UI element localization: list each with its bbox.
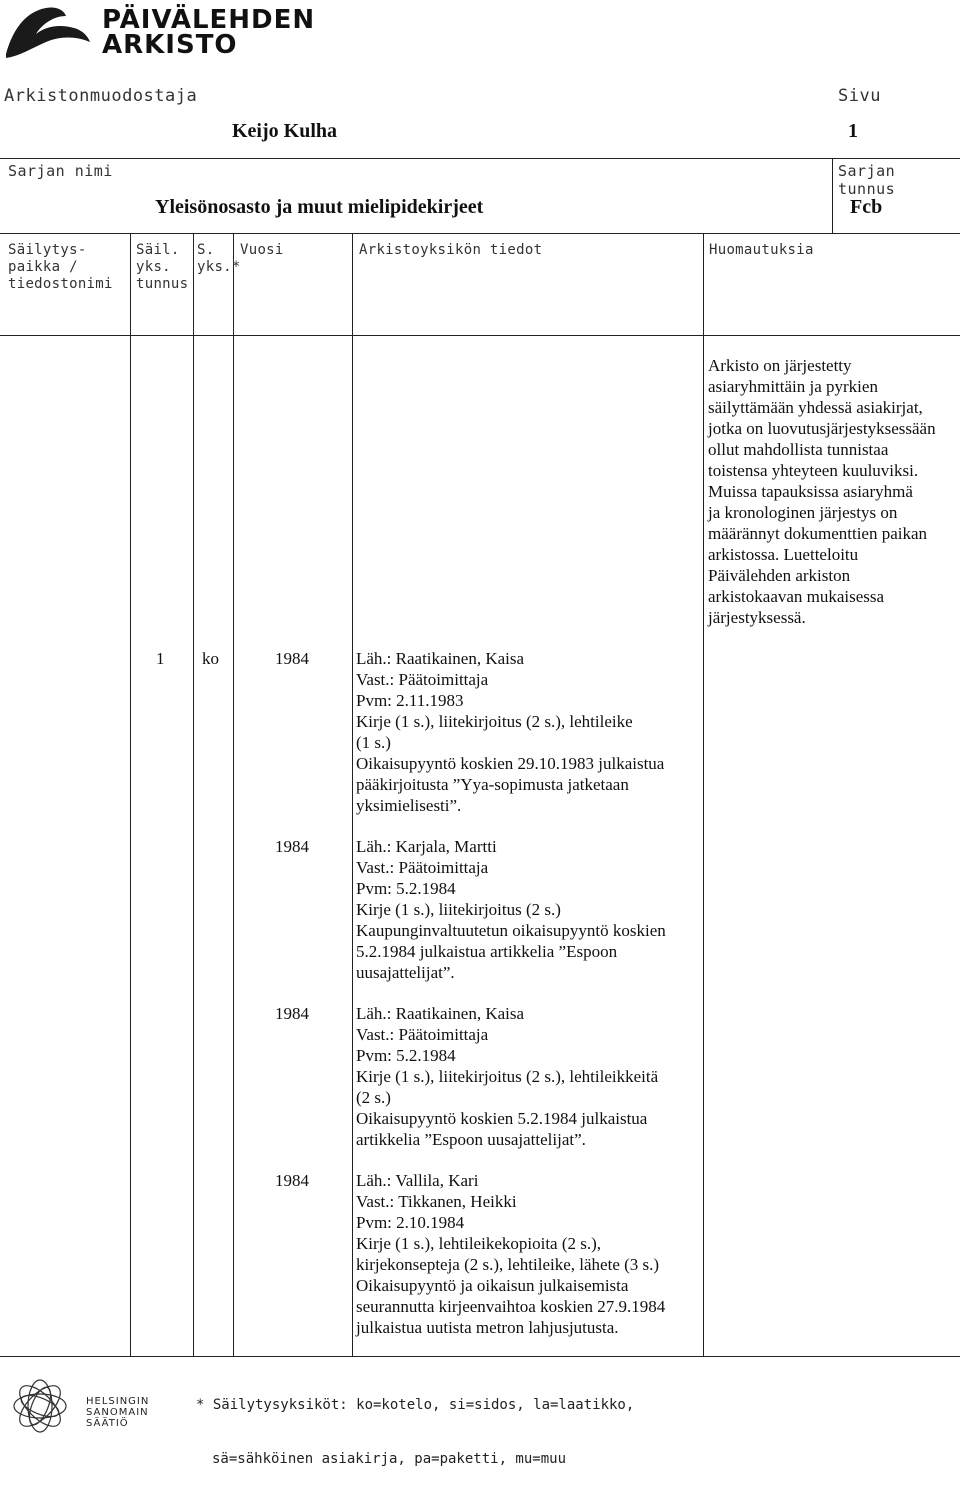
brand-logo xyxy=(2,2,316,60)
series-code-value: Fcb xyxy=(850,196,883,218)
col-divider-3 xyxy=(233,233,234,1357)
foundation-line-1: HELSINGIN xyxy=(86,1396,150,1407)
entry-year: 1984 xyxy=(275,649,309,668)
brand-line-1: PÄIVÄLEHDEN xyxy=(102,5,316,35)
entry-details: Läh.: Raatikainen, Kaisa Vast.: Päätoimittaja Pvm: 5.2.1984 Kirje (1 s.), liitekirjoitus (2 s.), lehtileikkeitä (2 s.) Oikaisupyyntö koskien 5.2.1984 julkaistua artikkelia ”Espoon uusajattelijat”. xyxy=(356,1004,659,1149)
header-rule-1 xyxy=(0,158,960,159)
col-divider-4 xyxy=(352,233,353,1357)
col-header-storage: Säilytys- paikka / tiedostonimi xyxy=(8,242,113,292)
col-header-unit-id: Säil. yks. tunnus xyxy=(136,242,189,292)
series-name-label: Sarjan nimi xyxy=(8,162,113,180)
entry-details: Läh.: Karjala, Martti Vast.: Päätoimittaja Pvm: 5.2.1984 Kirje (1 s.), liitekirjoitus (2 s.) Kaupunginvaltuutetun oikaisupyyntö koskien 5.2.1984 julkaistua artikkelia ”Espoon uusajattelijat”. xyxy=(356,837,666,982)
brand-mark-icon xyxy=(2,2,94,60)
col-header-unit-type: S. yks.* xyxy=(197,242,241,275)
brand-line-2: ARKISTO xyxy=(102,30,238,60)
col-divider-5 xyxy=(703,233,704,1357)
foundation-mark-icon xyxy=(8,1374,72,1438)
col-divider-1 xyxy=(130,233,131,1357)
col-header-year: Vuosi xyxy=(240,242,284,258)
entry-year: 1984 xyxy=(275,1171,309,1190)
entry-details: Läh.: Vallila, Kari Vast.: Tikkanen, Heikki Pvm: 2.10.1984 Kirje (1 s.), lehtileikekopioita (2 s.), kirjekonsepteja (2 s.), lehtileike, lähete (3 s.) Oikaisupyyntö ja oikaisun julkaisemista seurannutta kirjeenvaihtoa koskien 27.9.1984 julkaistua uutista metron lahjusjutusta. xyxy=(356,1171,666,1337)
foundation-logo xyxy=(8,1372,158,1444)
page-value: 1 xyxy=(848,120,858,142)
page-label: Sivu xyxy=(838,86,881,106)
series-code-label: Sarjan tunnus xyxy=(838,162,896,198)
col-header-details: Arkistoyksikön tiedot xyxy=(359,242,543,258)
footnote: * Säilytysyksiköt: ko=kotelo, si=sidos, la=laatikko, sä=sähköinen asiakirja, pa=paketti, mu=muu xyxy=(196,1397,635,1467)
entry-unit-id: 1 xyxy=(156,649,165,668)
col-divider-2 xyxy=(193,233,194,1357)
header-rule-3 xyxy=(0,335,960,336)
entry-year: 1984 xyxy=(275,1004,309,1023)
remarks-text: Arkisto on järjestetty asiaryhmittäin ja pyrkien säilyttämään yhdessä asiakirjat, jotka on luovutusjärjestyksessään ollut mahdollista tunnistaa toistensa yhteyteen kuuluviksi. Muissa tapauksissa asiaryhmä ja kronologinen järjestys on määrännyt dokumenttien paikan arkistossa. Luetteloitu Päivälehden arkiston arkistokaavan mukaisessa järjestyksessä. xyxy=(708,356,936,627)
foundation-line-2: SANOMAIN xyxy=(86,1407,149,1418)
series-name-value: Yleisönosasto ja muut mielipidekirjeet xyxy=(155,196,484,218)
col-header-remarks: Huomautuksia xyxy=(709,242,814,258)
foundation-line-3: SÄÄTIÖ xyxy=(86,1418,129,1429)
series-code-divider xyxy=(832,158,833,234)
creator-value: Keijo Kulha xyxy=(232,120,338,142)
entry-year: 1984 xyxy=(275,837,309,856)
entry-unit-type: ko xyxy=(202,649,219,668)
entry-details: Läh.: Raatikainen, Kaisa Vast.: Päätoimittaja Pvm: 2.11.1983 Kirje (1 s.), liitekirjoitus (2 s.), lehtileike (1 s.) Oikaisupyyntö koskien 29.10.1983 julkaistua pääkirjoitusta ”Yya-sopimusta jatketaan yksimielisesti”. xyxy=(356,649,665,815)
header-rule-2 xyxy=(0,233,960,234)
table-bottom-rule xyxy=(0,1356,960,1357)
creator-label: Arkistonmuodostaja xyxy=(4,86,198,106)
